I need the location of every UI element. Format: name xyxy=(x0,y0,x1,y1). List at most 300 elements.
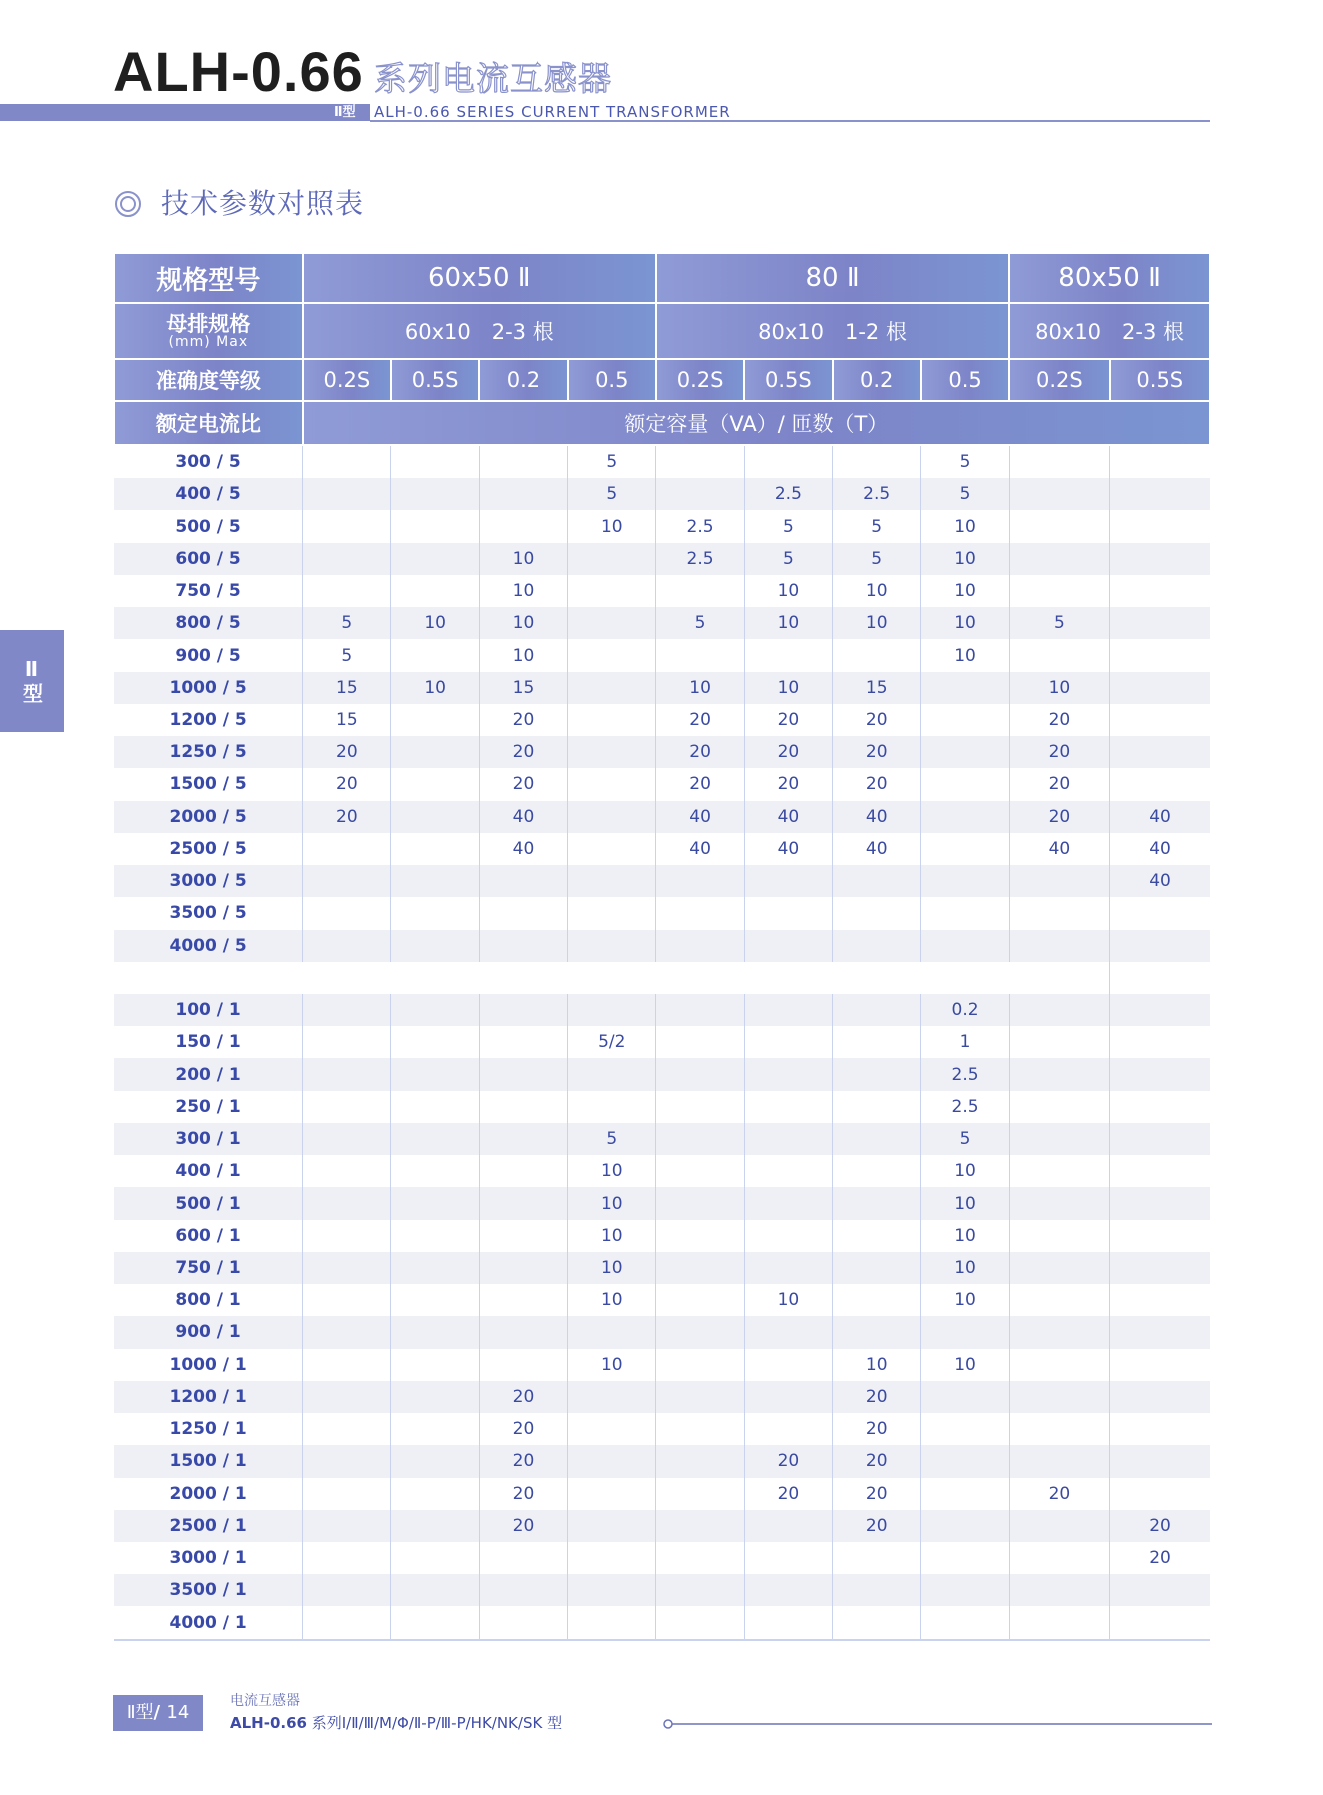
capacity-cell xyxy=(744,1349,832,1381)
footer-page-number: 14 xyxy=(166,1702,190,1723)
capacity-cell xyxy=(391,1542,479,1574)
label-busbar-unit: (mm) Max xyxy=(168,333,249,350)
capacity-cell: 5 xyxy=(1009,607,1109,639)
group-header: 80x50 Ⅱ xyxy=(1009,253,1210,303)
table-row xyxy=(114,1155,1210,1187)
capacity-cell xyxy=(921,1413,1009,1445)
capacity-cell: 10 xyxy=(479,607,567,639)
capacity-cell xyxy=(744,639,832,671)
capacity-cell: 10 xyxy=(744,1284,832,1316)
accuracy-class: 0.2S xyxy=(1009,359,1109,401)
capacity-cell: 20 xyxy=(833,1413,921,1445)
capacity-cell xyxy=(1009,1316,1109,1348)
table-row xyxy=(114,736,1210,768)
table-row xyxy=(114,672,1210,704)
capacity-cell xyxy=(479,478,567,510)
capacity-cell: 40 xyxy=(656,833,744,865)
table-row xyxy=(114,639,1210,671)
capacity-cell: 1 xyxy=(921,1026,1009,1058)
capacity-cell: 20 xyxy=(479,1510,567,1542)
capacity-cell xyxy=(391,897,479,929)
table-row xyxy=(114,478,1210,510)
table-row xyxy=(114,1413,1210,1445)
capacity-cell: 10 xyxy=(568,1220,656,1252)
capacity-cell xyxy=(921,736,1009,768)
capacity-cell xyxy=(1009,1349,1109,1381)
capacity-cell: 20 xyxy=(744,704,832,736)
capacity-cell xyxy=(921,768,1009,800)
capacity-cell xyxy=(391,510,479,542)
capacity-cell xyxy=(1009,1284,1109,1316)
capacity-cell: 5 xyxy=(656,607,744,639)
capacity-cell xyxy=(1110,736,1210,768)
capacity-cell xyxy=(303,1155,391,1187)
capacity-cell xyxy=(833,1026,921,1058)
capacity-cell xyxy=(303,1510,391,1542)
capacity-cell xyxy=(303,1284,391,1316)
table-row xyxy=(114,1058,1210,1090)
capacity-cell xyxy=(479,1252,567,1284)
capacity-cell: 40 xyxy=(833,801,921,833)
capacity-cell xyxy=(656,897,744,929)
table-row xyxy=(114,1091,1210,1123)
capacity-cell xyxy=(1110,930,1210,962)
capacity-cell: 20 xyxy=(479,1381,567,1413)
capacity-cell xyxy=(1009,543,1109,575)
capacity-cell xyxy=(568,1381,656,1413)
capacity-cell: 10 xyxy=(391,607,479,639)
capacity-cell: 10 xyxy=(479,639,567,671)
capacity-cell xyxy=(656,1381,744,1413)
capacity-cell xyxy=(1110,1187,1210,1219)
capacity-cell xyxy=(921,672,1009,704)
spacer-cell xyxy=(656,962,744,994)
capacity-cell: 40 xyxy=(479,833,567,865)
header-title-en: ALH-0.66 SERIES CURRENT TRANSFORMER xyxy=(374,103,731,121)
label-busbar-text: 母排规格 xyxy=(166,311,251,336)
ratio-cell: 3500 / 5 xyxy=(169,903,247,924)
ratio-cell: 300 / 5 xyxy=(175,452,241,473)
capacity-cell xyxy=(303,445,391,478)
capacity-cell xyxy=(303,1413,391,1445)
capacity-cell: 10 xyxy=(568,1284,656,1316)
capacity-cell: 2.5 xyxy=(656,510,744,542)
ratio-cell: 1000 / 1 xyxy=(169,1354,247,1375)
capacity-cell: 2.5 xyxy=(921,1058,1009,1090)
capacity-cell: 10 xyxy=(921,510,1009,542)
capacity-cell: 10 xyxy=(921,575,1009,607)
ratio-cell: 4000 / 1 xyxy=(114,1606,303,1640)
capacity-cell xyxy=(656,575,744,607)
table-row xyxy=(114,704,1210,736)
capacity-cell: 20 xyxy=(1110,1542,1210,1574)
footer-line1: 电流互感器 xyxy=(230,1693,300,1709)
capacity-cell: 20 xyxy=(303,768,391,800)
capacity-cell: 10 xyxy=(921,1252,1009,1284)
capacity-cell xyxy=(1009,1123,1109,1155)
capacity-cell xyxy=(1009,1091,1109,1123)
capacity-cell xyxy=(479,930,567,962)
spec-table-body xyxy=(114,445,1210,1640)
capacity-cell xyxy=(656,1606,744,1640)
table-row xyxy=(114,897,1210,929)
spacer-cell xyxy=(568,962,656,994)
capacity-cell xyxy=(833,897,921,929)
capacity-cell xyxy=(568,1478,656,1510)
ratio-cell: 2000 / 1 xyxy=(169,1483,247,1504)
capacity-cell xyxy=(391,704,479,736)
capacity-cell xyxy=(391,768,479,800)
capacity-cell xyxy=(303,930,391,962)
capacity-cell: 15 xyxy=(833,672,921,704)
capacity-cell xyxy=(833,930,921,962)
capacity-cell xyxy=(1110,1123,1210,1155)
capacity-cell xyxy=(568,930,656,962)
capacity-cell xyxy=(303,1381,391,1413)
capacity-cell xyxy=(656,1284,744,1316)
capacity-cell xyxy=(303,994,391,1026)
spacer-cell xyxy=(1110,962,1210,994)
capacity-cell xyxy=(391,1316,479,1348)
capacity-cell: 15 xyxy=(303,704,391,736)
table-row xyxy=(114,865,1210,897)
capacity-cell: 20 xyxy=(1009,768,1109,800)
ratio-cell: 1250 / 1 xyxy=(169,1419,247,1440)
table-row xyxy=(114,1187,1210,1219)
capacity-cell xyxy=(391,1574,479,1606)
capacity-cell: 10 xyxy=(568,1349,656,1381)
capacity-cell xyxy=(1009,897,1109,929)
capacity-cell xyxy=(1009,994,1109,1026)
capacity-cell xyxy=(303,1445,391,1477)
capacity-cell: 40 xyxy=(744,801,832,833)
capacity-cell: 5 xyxy=(568,445,656,478)
capacity-cell: 20 xyxy=(1009,704,1109,736)
spec-table xyxy=(113,252,1211,1641)
capacity-cell: 5 xyxy=(921,1123,1009,1155)
capacity-cell xyxy=(744,897,832,929)
capacity-cell xyxy=(303,1220,391,1252)
capacity-cell xyxy=(1009,1381,1109,1413)
capacity-cell: 10 xyxy=(921,1284,1009,1316)
capacity-cell xyxy=(656,1187,744,1219)
capacity-cell: 20 xyxy=(479,1413,567,1445)
table-row xyxy=(114,445,1210,478)
capacity-cell xyxy=(1110,1381,1210,1413)
header-type-tag: Ⅱ型 xyxy=(334,105,356,120)
capacity-cell: 20 xyxy=(479,768,567,800)
capacity-cell xyxy=(303,1058,391,1090)
capacity-cell: 20 xyxy=(744,1478,832,1510)
footer-model: ALH-0.66 xyxy=(230,1714,307,1732)
capacity-cell xyxy=(656,1252,744,1284)
capacity-cell xyxy=(303,1187,391,1219)
table-row xyxy=(114,543,1210,575)
capacity-cell xyxy=(921,1316,1009,1348)
capacity-cell xyxy=(656,1574,744,1606)
capacity-cell xyxy=(833,865,921,897)
capacity-cell xyxy=(303,510,391,542)
capacity-cell xyxy=(1110,575,1210,607)
capacity-cell xyxy=(303,1478,391,1510)
capacity-cell xyxy=(656,445,744,478)
capacity-cell: 10 xyxy=(833,1349,921,1381)
capacity-cell xyxy=(303,575,391,607)
capacity-cell xyxy=(391,1187,479,1219)
capacity-cell: 20 xyxy=(479,1478,567,1510)
capacity-cell xyxy=(1009,1606,1109,1640)
capacity-cell: 40 xyxy=(833,833,921,865)
accuracy-class: 0.5S xyxy=(744,359,832,401)
capacity-cell xyxy=(1110,543,1210,575)
capacity-cell xyxy=(1009,478,1109,510)
double-circle-icon xyxy=(114,190,142,218)
capacity-cell xyxy=(303,833,391,865)
table-row xyxy=(114,1123,1210,1155)
capacity-cell xyxy=(568,1445,656,1477)
table-row xyxy=(114,575,1210,607)
capacity-cell xyxy=(833,1091,921,1123)
capacity-cell xyxy=(744,1316,832,1348)
capacity-cell xyxy=(568,897,656,929)
capacity-cell: 20 xyxy=(833,1445,921,1477)
capacity-cell: 20 xyxy=(744,768,832,800)
capacity-cell xyxy=(479,1155,567,1187)
capacity-cell xyxy=(1009,1574,1109,1606)
capacity-cell: 10 xyxy=(921,543,1009,575)
capacity-cell xyxy=(1009,865,1109,897)
capacity-cell xyxy=(744,1510,832,1542)
capacity-cell: 40 xyxy=(1009,833,1109,865)
capacity-cell xyxy=(568,1316,656,1348)
capacity-cell xyxy=(744,1606,832,1640)
capacity-cell xyxy=(391,1381,479,1413)
capacity-cell xyxy=(1009,1413,1109,1445)
table-row xyxy=(114,1510,1210,1542)
label-ratio: 额定电流比 xyxy=(114,401,303,445)
capacity-cell xyxy=(303,1026,391,1058)
capacity-cell: 20 xyxy=(1110,1510,1210,1542)
capacity-cell xyxy=(744,1187,832,1219)
ratio-cell: 3500 / 1 xyxy=(114,1574,303,1606)
capacity-cell xyxy=(391,1058,479,1090)
table-row xyxy=(114,1316,1210,1348)
capacity-cell xyxy=(656,1413,744,1445)
capacity-cell xyxy=(303,1316,391,1348)
table-row xyxy=(114,930,1210,962)
capacity-cell xyxy=(303,478,391,510)
capacity-cell xyxy=(303,1574,391,1606)
capacity-cell xyxy=(744,994,832,1026)
capacity-cell xyxy=(391,801,479,833)
capacity-cell: 5 xyxy=(303,607,391,639)
table-row xyxy=(114,1542,1210,1574)
table-row xyxy=(114,1445,1210,1477)
accuracy-class: 0.5S xyxy=(391,359,479,401)
capacity-cell xyxy=(568,1574,656,1606)
group-header: 60x50 Ⅱ xyxy=(303,253,656,303)
capacity-cell: 20 xyxy=(1009,736,1109,768)
table-row xyxy=(114,1220,1210,1252)
capacity-cell xyxy=(1110,1349,1210,1381)
capacity-cell xyxy=(391,478,479,510)
capacity-cell xyxy=(568,575,656,607)
capacity-cell xyxy=(568,1091,656,1123)
capacity-cell xyxy=(1110,639,1210,671)
capacity-cell xyxy=(744,445,832,478)
ratio-cell: 1200 / 5 xyxy=(169,710,247,730)
capacity-cell: 20 xyxy=(833,736,921,768)
capacity-cell xyxy=(391,1510,479,1542)
capacity-cell: 5 xyxy=(833,543,921,575)
ratio-cell: 200 / 1 xyxy=(114,1058,303,1090)
capacity-cell xyxy=(303,543,391,575)
capacity-cell xyxy=(921,1542,1009,1574)
capacity-cell: 20 xyxy=(656,736,744,768)
capacity-cell: 20 xyxy=(1009,801,1109,833)
capacity-cell xyxy=(833,1155,921,1187)
accuracy-class: 0.5 xyxy=(921,359,1009,401)
spacer-cell xyxy=(479,962,567,994)
capacity-cell: 10 xyxy=(921,1155,1009,1187)
footer-series: 系列Ⅰ/Ⅱ/Ⅲ/M/Φ/Ⅱ-P/Ⅲ-P/HK/NK/SK 型 xyxy=(311,1714,563,1732)
capacity-cell xyxy=(833,1123,921,1155)
capacity-cell: 10 xyxy=(479,543,567,575)
capacity-cell xyxy=(833,1058,921,1090)
capacity-cell xyxy=(391,543,479,575)
capacity-cell xyxy=(568,1058,656,1090)
header-model: ALH-0.66 xyxy=(113,40,364,103)
capacity-cell xyxy=(1110,1252,1210,1284)
capacity-cell xyxy=(391,1123,479,1155)
table-row xyxy=(114,1478,1210,1510)
accuracy-class: 0.2 xyxy=(479,359,567,401)
capacity-cell: 2.5 xyxy=(921,1091,1009,1123)
capacity-cell: 10 xyxy=(479,575,567,607)
capacity-cell: 40 xyxy=(1110,865,1210,897)
capacity-cell: 0.2 xyxy=(921,994,1009,1026)
capacity-cell xyxy=(921,930,1009,962)
capacity-cell xyxy=(744,1574,832,1606)
capacity-cell xyxy=(303,1542,391,1574)
capacity-cell xyxy=(568,1510,656,1542)
capacity-cell: 10 xyxy=(1009,672,1109,704)
ratio-cell: 800 / 5 xyxy=(114,607,303,639)
capacity-cell xyxy=(479,1091,567,1123)
capacity-cell xyxy=(1110,1574,1210,1606)
ratio-cell: 800 / 1 xyxy=(175,1290,241,1311)
capacity-cell: 10 xyxy=(568,1187,656,1219)
accuracy-class: 0.2S xyxy=(656,359,744,401)
accuracy-class: 0.2 xyxy=(833,359,921,401)
ratio-cell: 2000 / 5 xyxy=(114,801,303,833)
footer-slash: / xyxy=(153,1702,167,1723)
side-tab xyxy=(0,630,64,732)
section-title: 技术参数对照表 xyxy=(161,187,365,220)
capacity-cell xyxy=(479,897,567,929)
table-row xyxy=(114,768,1210,800)
capacity-cell xyxy=(921,1606,1009,1640)
capacity-cell xyxy=(1110,1026,1210,1058)
capacity-cell: 20 xyxy=(303,801,391,833)
side-tab-label: Ⅱ型 xyxy=(19,657,44,705)
capacity-cell xyxy=(1110,704,1210,736)
table-row xyxy=(114,994,1210,1026)
table-row xyxy=(114,1026,1210,1058)
capacity-cell xyxy=(479,1574,567,1606)
capacity-cell: 10 xyxy=(744,575,832,607)
capacity-cell xyxy=(1009,1187,1109,1219)
capacity-cell: 40 xyxy=(1110,801,1210,833)
ratio-cell: 150 / 1 xyxy=(175,1032,241,1053)
capacity-cell: 10 xyxy=(568,510,656,542)
capacity-cell xyxy=(744,1123,832,1155)
capacity-cell xyxy=(921,1510,1009,1542)
capacity-cell xyxy=(744,930,832,962)
footer-page-badge xyxy=(113,1695,203,1731)
capacity-cell xyxy=(833,1187,921,1219)
capacity-cell xyxy=(921,865,1009,897)
capacity-cell xyxy=(1009,1058,1109,1090)
capacity-cell: 2.5 xyxy=(656,543,744,575)
capacity-cell xyxy=(479,865,567,897)
capacity-cell xyxy=(391,1091,479,1123)
capacity-cell: 40 xyxy=(656,801,744,833)
capacity-cell xyxy=(568,672,656,704)
ratio-cell: 100 / 1 xyxy=(114,994,303,1026)
capacity-cell xyxy=(656,1349,744,1381)
table-spacer-row xyxy=(114,962,1210,994)
ratio-cell: 1500 / 5 xyxy=(169,774,247,795)
capacity-cell: 10 xyxy=(656,672,744,704)
capacity-cell xyxy=(744,1542,832,1574)
spacer-cell xyxy=(391,962,479,994)
capacity-cell: 10 xyxy=(568,1252,656,1284)
capacity-cell xyxy=(833,994,921,1026)
capacity-cell xyxy=(1009,1542,1109,1574)
table-row xyxy=(114,801,1210,833)
capacity-cell: 20 xyxy=(833,1478,921,1510)
group-header: 80 Ⅱ xyxy=(656,253,1009,303)
header-title-cn: 系列电流互感器 xyxy=(374,59,612,98)
ratio-cell: 3000 / 5 xyxy=(114,865,303,897)
capacity-cell: 20 xyxy=(656,704,744,736)
capacity-cell xyxy=(656,1058,744,1090)
capacity-cell xyxy=(479,1284,567,1316)
capacity-cell: 5 xyxy=(744,543,832,575)
capacity-cell xyxy=(833,445,921,478)
capacity-cell xyxy=(1110,1284,1210,1316)
capacity-cell xyxy=(1110,607,1210,639)
capacity-cell xyxy=(391,445,479,478)
capacity-cell xyxy=(1110,994,1210,1026)
capacity-cell xyxy=(391,833,479,865)
capacity-cell xyxy=(1110,1220,1210,1252)
label-accuracy: 准确度等级 xyxy=(114,359,303,401)
capacity-cell xyxy=(479,994,567,1026)
capacity-cell: 10 xyxy=(391,672,479,704)
capacity-cell xyxy=(921,833,1009,865)
capacity-cell: 20 xyxy=(833,1510,921,1542)
capacity-cell xyxy=(391,1445,479,1477)
capacity-cell xyxy=(744,1252,832,1284)
capacity-cell xyxy=(479,1349,567,1381)
table-row xyxy=(114,1284,1210,1316)
capacity-cell xyxy=(303,1252,391,1284)
capacity-cell xyxy=(833,1284,921,1316)
ratio-cell: 600 / 1 xyxy=(175,1225,241,1246)
capacity-cell: 20 xyxy=(1009,1478,1109,1510)
